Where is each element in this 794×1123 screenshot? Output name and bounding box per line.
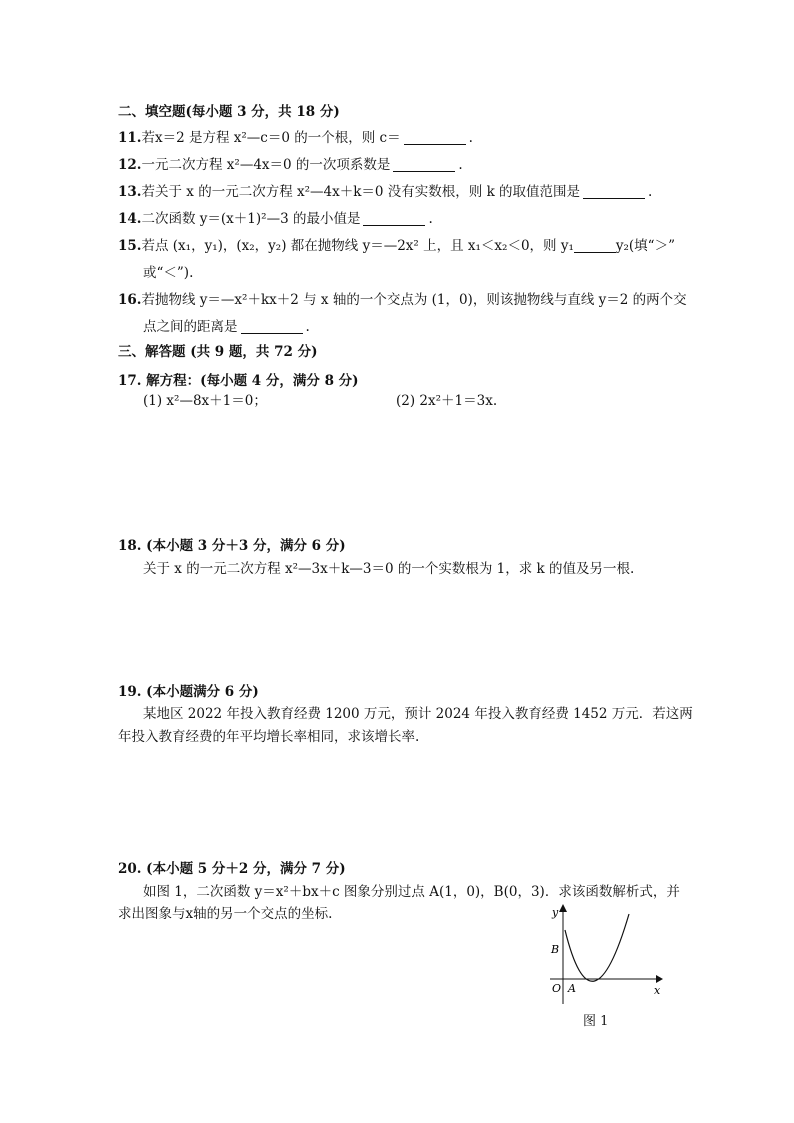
- parabola-figure: [540, 900, 665, 1008]
- parabola-curve: [565, 914, 629, 981]
- question-14: [118, 210, 433, 228]
- point-b-label: B: [551, 943, 560, 956]
- q16-line1: 若抛物线 y＝—x²＋kx＋2 与 x 轴的一个交点为 (1，0)，则该抛物线与直线 y＝2 的两个交: [141, 292, 687, 308]
- q13-answer-blank[interactable]: [583, 184, 645, 199]
- q11-end: .: [468, 130, 473, 146]
- q16-number: 16.: [118, 292, 142, 308]
- q12-number: 12.: [118, 157, 142, 173]
- q14-end: .: [428, 211, 433, 227]
- q12-text: 一元二次方程 x²—4x＝0 的一次项系数是: [141, 157, 391, 173]
- q18-title: 18. (本小题 3 分＋3 分，满分 6 分): [118, 538, 346, 554]
- q20-line1: 如图 1，二次函数 y＝x²＋bx＋c 图象分别过点 A(1，0)，B(0，3)．求该函数解析式，并: [143, 884, 680, 900]
- q20-line2: 求出图象与x轴的另一个交点的坐标.: [118, 906, 333, 922]
- q18-text: 关于 x 的一元二次方程 x²—3x＋k—3＝0 的一个实数根为 1，求 k 的值及另一根.: [143, 561, 635, 577]
- q17-title: 17. 解方程：(每小题 4 分，满分 8 分): [118, 373, 359, 389]
- question-15: [118, 237, 675, 255]
- point-a-label: A: [568, 982, 576, 995]
- q15-text-a: 若点 (x₁，y₁)，(x₂，y₂) 都在抛物线 y＝—2x² 上，且 x₁＜x₂＜0，则 y₁: [141, 238, 574, 254]
- question-16: [118, 291, 687, 309]
- q14-number: 14.: [118, 211, 142, 227]
- q12-answer-blank[interactable]: [393, 157, 455, 172]
- q15-line2: 或“＜”).: [143, 265, 194, 281]
- figure-caption: 图 1: [583, 1014, 609, 1029]
- q16-end: .: [305, 319, 310, 335]
- q14-answer-blank[interactable]: [363, 211, 425, 226]
- q17-part2: (2) 2x²＋1＝3x.: [396, 393, 498, 409]
- question-11: [118, 129, 473, 147]
- q17-part1: (1) x²—8x＋1＝0；: [143, 393, 267, 409]
- q19-line2: 年投入教育经费的年平均增长率相同，求该增长率.: [118, 729, 420, 745]
- q13-text: 若关于 x 的一元二次方程 x²—4x＋k＝0 没有实数根，则 k 的取值范围是: [141, 184, 581, 200]
- q11-text: 若x＝2 是方程 x²—c＝0 的一个根，则 c＝: [141, 130, 401, 146]
- y-axis-arrow: [559, 904, 567, 912]
- q12-end: .: [458, 157, 463, 173]
- x-axis-arrow: [656, 975, 663, 983]
- section2-title: 二、填空题(每小题 3 分，共 18 分): [118, 104, 340, 120]
- origin-label: O: [552, 982, 562, 995]
- question-12: [118, 156, 463, 174]
- y-axis-label: y: [552, 906, 559, 919]
- q16-line2-text: 点之间的距离是: [143, 319, 238, 335]
- section3-title: 三、解答题 (共 9 题，共 72 分): [118, 344, 318, 360]
- q16-answer-blank[interactable]: [241, 319, 303, 334]
- q15-number: 15.: [118, 238, 142, 254]
- q13-number: 13.: [118, 184, 142, 200]
- q15-answer-blank[interactable]: [574, 238, 616, 253]
- x-axis-label: x: [654, 984, 661, 997]
- q19-line1: 某地区 2022 年投入教育经费 1200 万元，预计 2024 年投入教育经费 1452 万元．若这两: [143, 706, 693, 722]
- q16-line2: [143, 318, 310, 336]
- q13-end: .: [648, 184, 653, 200]
- q19-title: 19. (本小题满分 6 分): [118, 684, 259, 700]
- q11-answer-blank[interactable]: [404, 130, 466, 145]
- q15-text-b: y₂(填“＞”: [615, 238, 675, 254]
- q11-number: 11.: [118, 130, 142, 146]
- q20-title: 20. (本小题 5 分＋2 分，满分 7 分): [118, 861, 346, 877]
- question-13: [118, 183, 652, 201]
- q14-text: 二次函数 y＝(x＋1)²—3 的最小值是: [141, 211, 361, 227]
